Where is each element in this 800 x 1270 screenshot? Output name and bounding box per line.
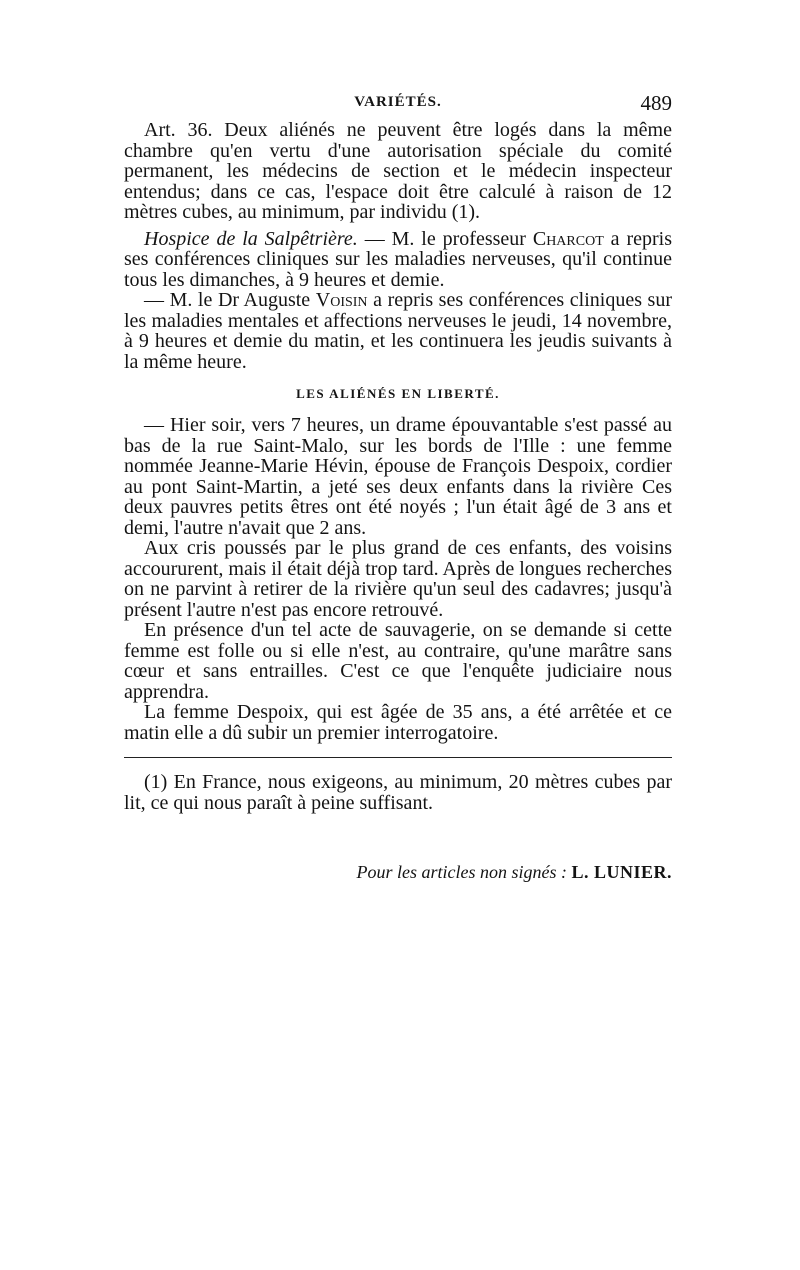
running-head bbox=[124, 92, 672, 116]
salpetriere-text-before: — M. le professeur bbox=[357, 227, 533, 250]
page bbox=[124, 92, 672, 883]
voisin-name: Voisin bbox=[315, 289, 368, 311]
signature-name: L. LUNIER. bbox=[571, 862, 672, 882]
voisin-text-after: a repris ses conférences cliniques sur les maladies mentales et affections nerveuses le jeudi, 14 novembre, à 9 heures et demie du matin, et les continuera les jeudis suivants à la même heure. bbox=[124, 289, 672, 373]
signature-label: Pour les articles non signés : bbox=[356, 862, 567, 882]
article-36-paragraph bbox=[124, 120, 672, 223]
running-title: VARIÉTÉS. bbox=[354, 94, 442, 110]
signature bbox=[124, 862, 672, 883]
footnote-divider bbox=[124, 757, 672, 758]
article-36-lead: Art. 36. bbox=[144, 119, 213, 141]
article-paragraph-1: — Hier soir, vers 7 heures, un drame épouvantable s'est passé au bas de la rue Saint-Malo, sur les bords de l'Ille : une femme nommée Jeanne-Marie Hévin, épouse de François Despoix, cordier au pont Saint-Martin, a jeté ses deux enfants dans la rivière Ces deux pauvres petits êtres ont été noyés ; l'un était âgé de 3 ans et demi, l'autre n'avait que 2 ans. bbox=[124, 414, 672, 539]
voisin-text-before: — M. le Dr Auguste bbox=[144, 289, 316, 311]
footnote bbox=[124, 772, 672, 813]
salpetriere-paragraph bbox=[124, 229, 672, 291]
salpetriere-text-after: a repris ses conférences cliniques sur les maladies nerveuses, qu'il continue tous les dimanches, à 9 heures et demie. bbox=[124, 227, 672, 291]
article-paragraph-3: En présence d'un tel acte de sauvagerie, on se demande si cette femme est folle ou si elle n'est, au contraire, qu'une marâtre sans cœur et sans entrailles. C'est ce que l'enquête judiciaire nous apprendra. bbox=[124, 619, 672, 703]
salpetriere-place: Hospice de la Salpêtrière. bbox=[144, 227, 358, 250]
article-paragraph-2: Aux cris poussés par le plus grand de ces enfants, des voisins accoururent, mais il était déjà trop tard. Après de longues recherches on ne parvint à retirer de la rivière qu'un seul des cadavres; jusqu'à présent l'autre n'est pas encore retrouvé. bbox=[124, 537, 672, 621]
page-number: 489 bbox=[640, 91, 672, 115]
article-36-text: Deux aliénés ne peuvent être logés dans la même chambre qu'en vertu d'une autorisation spéciale du comité permanent, les médecins de section et le médecin inspecteur entendus; dans ce cas, l'espace doit être calculé à raison de 12 mètres cubes, au minimum, par individu (1). bbox=[124, 119, 672, 223]
voisin-paragraph bbox=[124, 290, 672, 372]
article-paragraph-4: La femme Despoix, qui est âgée de 35 ans, a été arrêtée et ce matin elle a dû subir un premier interrogatoire. bbox=[124, 701, 672, 744]
salpetriere-name: Charcot bbox=[532, 227, 604, 250]
section-heading: LES ALIÉNÉS EN LIBERTÉ. bbox=[296, 386, 500, 401]
footnote-text: (1) En France, nous exigeons, au minimum, 20 mètres cubes par lit, ce qui nous paraît à peine suffisant. bbox=[124, 771, 672, 814]
